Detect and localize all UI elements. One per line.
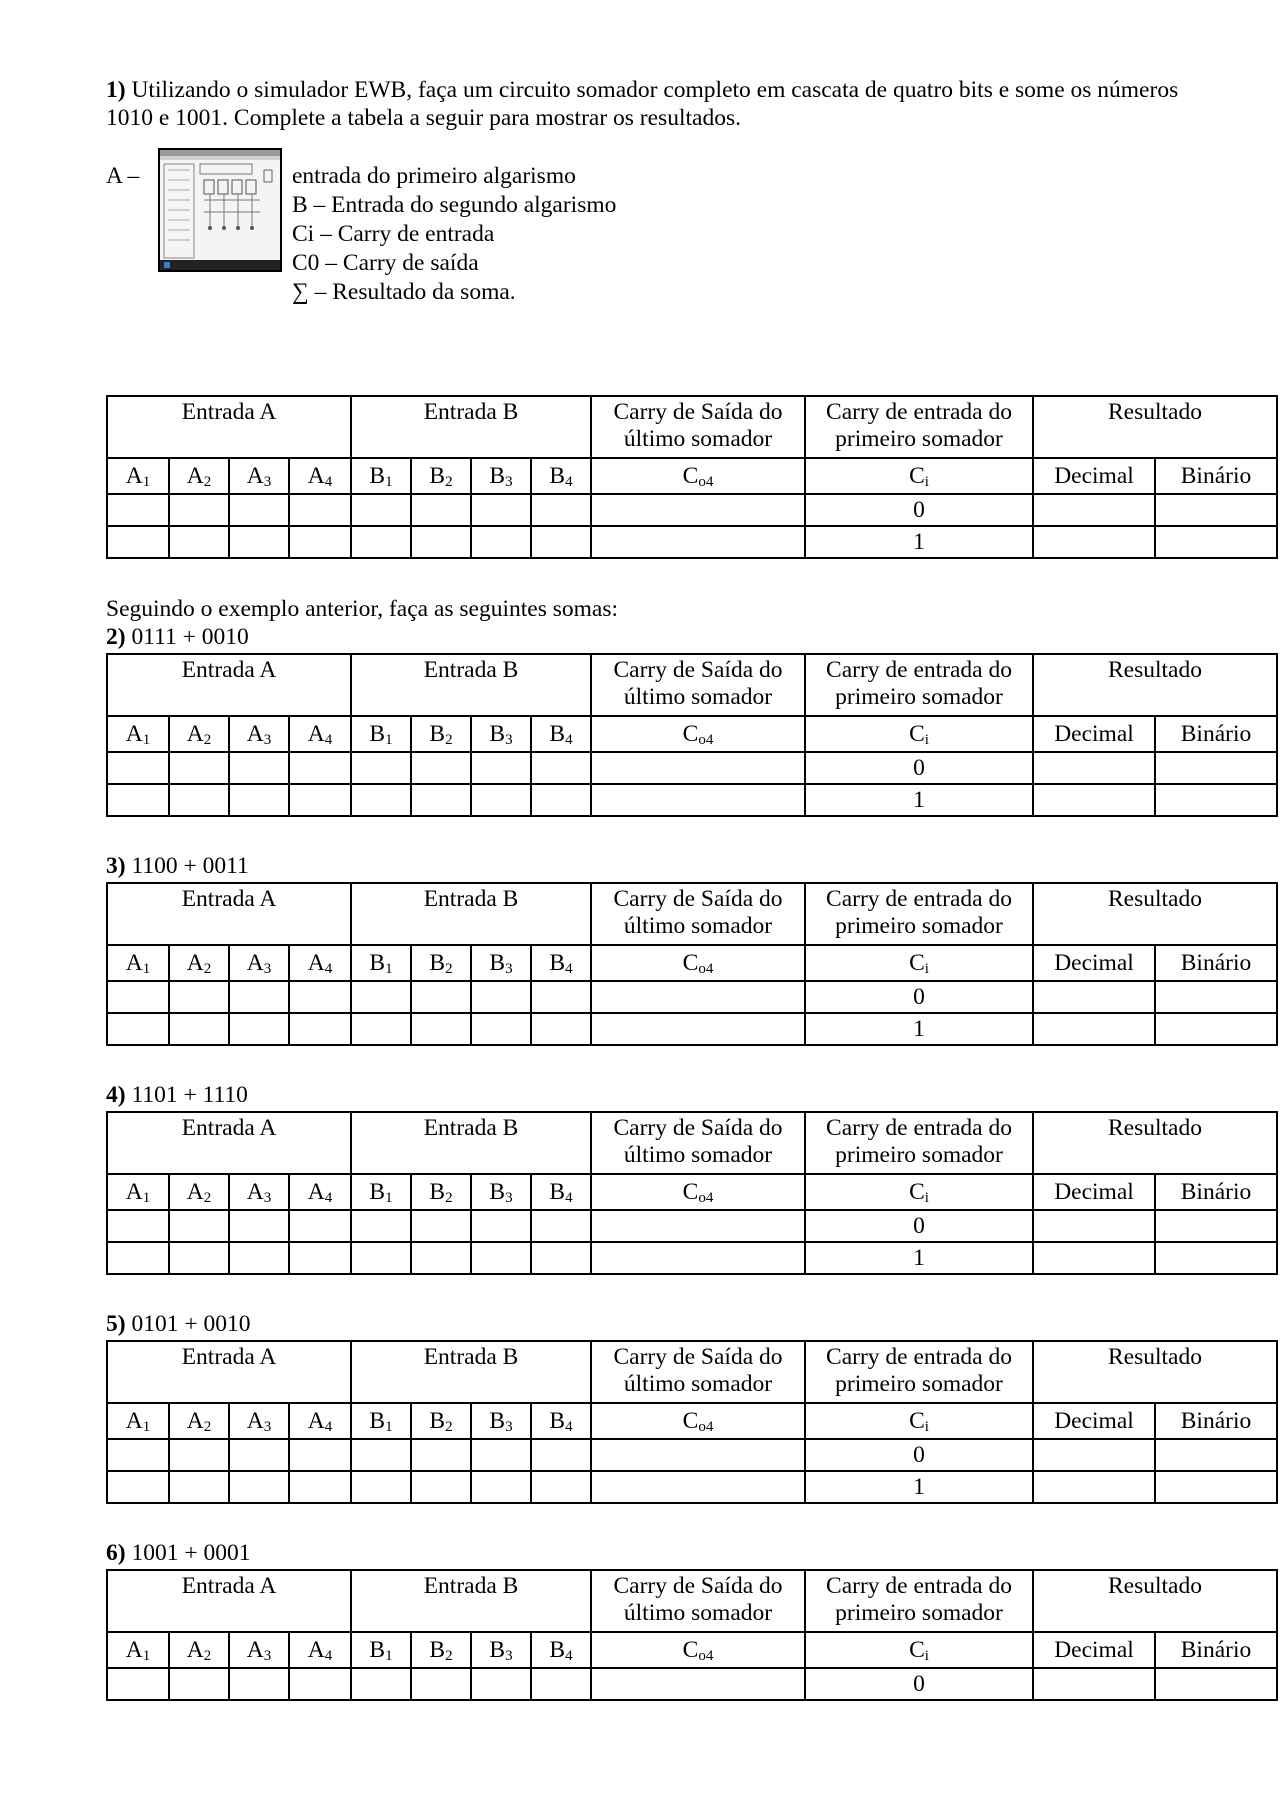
- header-ci: $C_i$: [805, 458, 1033, 494]
- cell[interactable]: [1033, 1013, 1155, 1045]
- cell[interactable]: [531, 494, 591, 526]
- cell[interactable]: [169, 981, 229, 1013]
- cell[interactable]: [1033, 1210, 1155, 1242]
- cell[interactable]: [351, 1471, 411, 1503]
- cell[interactable]: [169, 494, 229, 526]
- header-a1: $A_1$: [107, 458, 169, 494]
- cell[interactable]: [591, 1471, 805, 1503]
- header-b2: $B_2$: [411, 945, 471, 981]
- ci-value-1: 1: [805, 526, 1033, 558]
- header-co4: $C_{o4}$: [591, 945, 805, 981]
- table-row: [107, 526, 1277, 558]
- table-row: [107, 1242, 1277, 1274]
- header-carry-saida: Carry de Saída do último somador: [591, 1570, 805, 1632]
- adder-table-2: [106, 653, 1278, 817]
- legend-a-text: entrada do primeiro algarismo: [292, 163, 576, 189]
- cell[interactable]: [471, 1013, 531, 1045]
- cell[interactable]: [591, 526, 805, 558]
- cell[interactable]: [531, 1013, 591, 1045]
- header-binario: Binário: [1155, 945, 1277, 981]
- adder-table-1: [106, 395, 1278, 559]
- table-row: [107, 1013, 1277, 1045]
- header-a1: $A_1$: [107, 1632, 169, 1668]
- cell[interactable]: [1155, 1439, 1277, 1471]
- cell[interactable]: [1033, 1242, 1155, 1274]
- header-b2: $B_2$: [411, 1632, 471, 1668]
- header-co4: $C_{o4}$: [591, 1174, 805, 1210]
- cell[interactable]: [471, 1668, 531, 1700]
- header-carry-entrada: Carry de entrada do primeiro somador: [805, 883, 1033, 945]
- header-b4: $B_4$: [531, 945, 591, 981]
- cell[interactable]: [531, 1471, 591, 1503]
- cell[interactable]: [591, 1013, 805, 1045]
- header-a1: $A_1$: [107, 1174, 169, 1210]
- cell[interactable]: [169, 1210, 229, 1242]
- cell[interactable]: [591, 784, 805, 816]
- header-b3: $B_3$: [471, 945, 531, 981]
- header-ci: $C_i$: [805, 1174, 1033, 1210]
- cell[interactable]: [1033, 1668, 1155, 1700]
- cell[interactable]: [531, 752, 591, 784]
- cell[interactable]: [229, 1471, 289, 1503]
- section-title-2: 2) 0111 + 0010: [106, 624, 249, 650]
- cell[interactable]: [531, 1668, 591, 1700]
- legend-sum: ∑ – Resultado da soma.: [292, 279, 516, 305]
- header-a3: $A_3$: [229, 1403, 289, 1439]
- header-a1: $A_1$: [107, 1403, 169, 1439]
- cell[interactable]: [1155, 1668, 1277, 1700]
- header-a1: $A_1$: [107, 945, 169, 981]
- cell[interactable]: [351, 752, 411, 784]
- cell[interactable]: [411, 1013, 471, 1045]
- cell[interactable]: [289, 1668, 351, 1700]
- cell[interactable]: [531, 981, 591, 1013]
- cell[interactable]: [471, 1439, 531, 1471]
- cell[interactable]: [351, 1013, 411, 1045]
- cell[interactable]: [351, 494, 411, 526]
- table-row: [107, 981, 1277, 1013]
- header-entrada-a: Entrada A: [107, 1570, 351, 1632]
- header-decimal: Decimal: [1033, 716, 1155, 752]
- cell[interactable]: [591, 1668, 805, 1700]
- header-b2: $B_2$: [411, 1174, 471, 1210]
- cell[interactable]: [1033, 752, 1155, 784]
- header-resultado: Resultado: [1033, 883, 1277, 945]
- cell[interactable]: [411, 1242, 471, 1274]
- cell[interactable]: [351, 1242, 411, 1274]
- header-carry-entrada: Carry de entrada do primeiro somador: [805, 1341, 1033, 1403]
- cell[interactable]: [289, 494, 351, 526]
- header-b1: $B_1$: [351, 1174, 411, 1210]
- table-row: [107, 784, 1277, 816]
- exercise-number: 1): [106, 77, 126, 103]
- header-carry-saida: Carry de Saída do último somador: [591, 396, 805, 458]
- cell[interactable]: [411, 784, 471, 816]
- header-b2: $B_2$: [411, 1403, 471, 1439]
- adder-table-5: [106, 1340, 1278, 1504]
- header-a4: $A_4$: [289, 1632, 351, 1668]
- cell[interactable]: [351, 981, 411, 1013]
- cell[interactable]: [531, 1439, 591, 1471]
- cell[interactable]: [107, 1668, 169, 1700]
- legend-a-prefix: A –: [106, 163, 140, 189]
- header-decimal: Decimal: [1033, 1403, 1155, 1439]
- adder-table-4: [106, 1111, 1278, 1275]
- table-row: [107, 1439, 1277, 1471]
- cell[interactable]: [351, 1439, 411, 1471]
- header-b4: $B_4$: [531, 458, 591, 494]
- cell[interactable]: [591, 1242, 805, 1274]
- table-row: [107, 752, 1277, 784]
- header-b4: $B_4$: [531, 1174, 591, 1210]
- table-row: [107, 1668, 1277, 1700]
- cell[interactable]: [107, 526, 169, 558]
- cell[interactable]: [229, 1439, 289, 1471]
- cell[interactable]: [411, 494, 471, 526]
- ci-value-0: 0: [805, 752, 1033, 784]
- cell[interactable]: [289, 784, 351, 816]
- section-title-5: 5) 0101 + 0010: [106, 1311, 251, 1337]
- cell[interactable]: [169, 526, 229, 558]
- header-a2: $A_2$: [169, 945, 229, 981]
- cell[interactable]: [1155, 494, 1277, 526]
- cell[interactable]: [1155, 1013, 1277, 1045]
- header-b4: $B_4$: [531, 716, 591, 752]
- table-row: [107, 1471, 1277, 1503]
- cell[interactable]: [229, 981, 289, 1013]
- header-entrada-a: Entrada A: [107, 396, 351, 458]
- cell[interactable]: [229, 1210, 289, 1242]
- header-b3: $B_3$: [471, 1403, 531, 1439]
- header-binario: Binário: [1155, 1174, 1277, 1210]
- cell[interactable]: [411, 526, 471, 558]
- cell[interactable]: [531, 1242, 591, 1274]
- cell[interactable]: [1033, 494, 1155, 526]
- header-a2: $A_2$: [169, 1632, 229, 1668]
- header-co4: $C_{o4}$: [591, 1403, 805, 1439]
- header-carry-entrada: Carry de entrada do primeiro somador: [805, 1112, 1033, 1174]
- cell[interactable]: [1033, 1471, 1155, 1503]
- cell[interactable]: [289, 981, 351, 1013]
- cell[interactable]: [531, 526, 591, 558]
- cell[interactable]: [411, 1210, 471, 1242]
- cell[interactable]: [591, 1439, 805, 1471]
- header-carry-entrada: Carry de entrada do primeiro somador: [805, 396, 1033, 458]
- header-binario: Binário: [1155, 1632, 1277, 1668]
- header-entrada-a: Entrada A: [107, 1112, 351, 1174]
- cell[interactable]: [1155, 784, 1277, 816]
- circuit-screenshot-image: [158, 148, 282, 272]
- cell[interactable]: [591, 981, 805, 1013]
- cell[interactable]: [591, 1210, 805, 1242]
- follow-instruction: Seguindo o exemplo anterior, faça as seguintes somas:: [106, 596, 619, 622]
- cell[interactable]: [351, 526, 411, 558]
- cell[interactable]: [229, 784, 289, 816]
- cell[interactable]: [229, 1013, 289, 1045]
- header-b1: $B_1$: [351, 458, 411, 494]
- cell[interactable]: [1033, 784, 1155, 816]
- header-a4: $A_4$: [289, 458, 351, 494]
- cell[interactable]: [107, 981, 169, 1013]
- header-co4: $C_{o4}$: [591, 458, 805, 494]
- header-b1: $B_1$: [351, 716, 411, 752]
- cell[interactable]: [169, 1013, 229, 1045]
- header-b3: $B_3$: [471, 716, 531, 752]
- header-carry-saida: Carry de Saída do último somador: [591, 883, 805, 945]
- ci-value-0: 0: [805, 1668, 1033, 1700]
- header-b4: $B_4$: [531, 1632, 591, 1668]
- adder-table-3: [106, 882, 1278, 1046]
- header-a3: $A_3$: [229, 945, 289, 981]
- cell[interactable]: [107, 784, 169, 816]
- header-b3: $B_3$: [471, 458, 531, 494]
- cell[interactable]: [289, 526, 351, 558]
- cell[interactable]: [107, 1471, 169, 1503]
- header-resultado: Resultado: [1033, 1570, 1277, 1632]
- cell[interactable]: [169, 784, 229, 816]
- header-b3: $B_3$: [471, 1632, 531, 1668]
- legend-b: B – Entrada do segundo algarismo: [292, 192, 617, 218]
- header-decimal: Decimal: [1033, 945, 1155, 981]
- header-decimal: Decimal: [1033, 1632, 1155, 1668]
- header-binario: Binário: [1155, 716, 1277, 752]
- cell[interactable]: [1155, 1242, 1277, 1274]
- cell[interactable]: [107, 1210, 169, 1242]
- cell[interactable]: [471, 981, 531, 1013]
- ci-value-1: 1: [805, 1471, 1033, 1503]
- header-entrada-b: Entrada B: [351, 1341, 591, 1403]
- cell[interactable]: [411, 981, 471, 1013]
- header-resultado: Resultado: [1033, 1341, 1277, 1403]
- header-entrada-a: Entrada A: [107, 1341, 351, 1403]
- header-a3: $A_3$: [229, 1174, 289, 1210]
- header-a2: $A_2$: [169, 1174, 229, 1210]
- header-entrada-b: Entrada B: [351, 654, 591, 716]
- header-a4: $A_4$: [289, 1174, 351, 1210]
- header-a4: $A_4$: [289, 716, 351, 752]
- header-entrada-b: Entrada B: [351, 396, 591, 458]
- header-co4: $C_{o4}$: [591, 1632, 805, 1668]
- cell[interactable]: [531, 784, 591, 816]
- header-b1: $B_1$: [351, 945, 411, 981]
- cell[interactable]: [351, 1668, 411, 1700]
- cell[interactable]: [471, 752, 531, 784]
- header-decimal: Decimal: [1033, 1174, 1155, 1210]
- cell[interactable]: [471, 1210, 531, 1242]
- header-a4: $A_4$: [289, 945, 351, 981]
- cell[interactable]: [289, 1471, 351, 1503]
- cell[interactable]: [411, 1471, 471, 1503]
- cell[interactable]: [229, 526, 289, 558]
- exercise-1-statement: [106, 76, 1206, 132]
- cell[interactable]: [229, 1242, 289, 1274]
- header-b1: $B_1$: [351, 1632, 411, 1668]
- header-a2: $A_2$: [169, 1403, 229, 1439]
- cell[interactable]: [411, 752, 471, 784]
- cell[interactable]: [289, 1013, 351, 1045]
- header-resultado: Resultado: [1033, 654, 1277, 716]
- header-carry-entrada: Carry de entrada do primeiro somador: [805, 654, 1033, 716]
- header-co4: $C_{o4}$: [591, 716, 805, 752]
- cell[interactable]: [289, 1439, 351, 1471]
- cell[interactable]: [531, 1210, 591, 1242]
- header-decimal: Decimal: [1033, 458, 1155, 494]
- cell[interactable]: [229, 752, 289, 784]
- header-ci: $C_i$: [805, 945, 1033, 981]
- cell[interactable]: [351, 784, 411, 816]
- header-carry-saida: Carry de Saída do último somador: [591, 1112, 805, 1174]
- cell[interactable]: [471, 526, 531, 558]
- header-b3: $B_3$: [471, 1174, 531, 1210]
- cell[interactable]: [229, 494, 289, 526]
- header-b1: $B_1$: [351, 1403, 411, 1439]
- header-a1: $A_1$: [107, 716, 169, 752]
- header-ci: $C_i$: [805, 1403, 1033, 1439]
- section-title-6: 6) 1001 + 0001: [106, 1540, 251, 1566]
- header-entrada-a: Entrada A: [107, 654, 351, 716]
- legend-c0: C0 – Carry de saída: [292, 250, 479, 276]
- ci-value-0: 0: [805, 494, 1033, 526]
- header-entrada-b: Entrada B: [351, 1112, 591, 1174]
- header-a3: $A_3$: [229, 716, 289, 752]
- cell[interactable]: [107, 1013, 169, 1045]
- circuit-diagram-icon: [160, 150, 280, 270]
- header-carry-saida: Carry de Saída do último somador: [591, 1341, 805, 1403]
- cell[interactable]: [471, 784, 531, 816]
- header-resultado: Resultado: [1033, 396, 1277, 458]
- cell[interactable]: [1155, 1210, 1277, 1242]
- ci-value-1: 1: [805, 1013, 1033, 1045]
- header-a2: $A_2$: [169, 458, 229, 494]
- cell[interactable]: [411, 1668, 471, 1700]
- header-entrada-b: Entrada B: [351, 883, 591, 945]
- cell[interactable]: [591, 752, 805, 784]
- cell[interactable]: [1155, 1471, 1277, 1503]
- adder-table-6: [106, 1569, 1278, 1701]
- header-resultado: Resultado: [1033, 1112, 1277, 1174]
- cell[interactable]: [471, 1471, 531, 1503]
- header-ci: $C_i$: [805, 716, 1033, 752]
- section-title-4: 4) 1101 + 1110: [106, 1082, 248, 1108]
- ci-value-1: 1: [805, 1242, 1033, 1274]
- ci-value-0: 0: [805, 1210, 1033, 1242]
- cell[interactable]: [289, 752, 351, 784]
- table-row: [107, 1210, 1277, 1242]
- header-carry-entrada: Carry de entrada do primeiro somador: [805, 1570, 1033, 1632]
- cell[interactable]: [229, 1668, 289, 1700]
- ci-value-0: 0: [805, 1439, 1033, 1471]
- header-a2: $A_2$: [169, 716, 229, 752]
- exercise-text: Utilizando o simulador EWB, faça um circuito somador completo em cascata de quatro bits e some os números 1010 e 1001. Complete a tabela a seguir para mostrar os resultados.: [106, 77, 1179, 131]
- header-binario: Binário: [1155, 1403, 1277, 1439]
- cell[interactable]: [1033, 1439, 1155, 1471]
- header-carry-saida: Carry de Saída do último somador: [591, 654, 805, 716]
- legend-ci: Ci – Carry de entrada: [292, 221, 495, 247]
- ci-value-1: 1: [805, 784, 1033, 816]
- header-b4: $B_4$: [531, 1403, 591, 1439]
- header-entrada-b: Entrada B: [351, 1570, 591, 1632]
- header-ci: $C_i$: [805, 1632, 1033, 1668]
- cell[interactable]: [169, 1471, 229, 1503]
- cell[interactable]: [1033, 526, 1155, 558]
- cell[interactable]: [107, 494, 169, 526]
- cell[interactable]: [107, 1439, 169, 1471]
- header-b2: $B_2$: [411, 716, 471, 752]
- cell[interactable]: [289, 1210, 351, 1242]
- header-a3: $A_3$: [229, 458, 289, 494]
- cell[interactable]: [351, 1210, 411, 1242]
- section-title-3: 3) 1100 + 0011: [106, 853, 249, 879]
- cell[interactable]: [471, 1242, 531, 1274]
- legend-list: [292, 162, 616, 307]
- cell[interactable]: [1155, 981, 1277, 1013]
- header-a3: $A_3$: [229, 1632, 289, 1668]
- table-row: [107, 494, 1277, 526]
- cell[interactable]: [107, 1242, 169, 1274]
- cell[interactable]: [169, 1439, 229, 1471]
- cell[interactable]: [169, 1668, 229, 1700]
- cell[interactable]: [1155, 526, 1277, 558]
- header-a4: $A_4$: [289, 1403, 351, 1439]
- cell[interactable]: [169, 752, 229, 784]
- cell[interactable]: [1155, 752, 1277, 784]
- cell[interactable]: [471, 494, 531, 526]
- cell[interactable]: [1033, 981, 1155, 1013]
- header-entrada-a: Entrada A: [107, 883, 351, 945]
- header-binario: Binário: [1155, 458, 1277, 494]
- cell[interactable]: [169, 1242, 229, 1274]
- ci-value-0: 0: [805, 981, 1033, 1013]
- header-b2: $B_2$: [411, 458, 471, 494]
- cell[interactable]: [107, 752, 169, 784]
- cell[interactable]: [289, 1242, 351, 1274]
- cell[interactable]: [591, 494, 805, 526]
- cell[interactable]: [411, 1439, 471, 1471]
